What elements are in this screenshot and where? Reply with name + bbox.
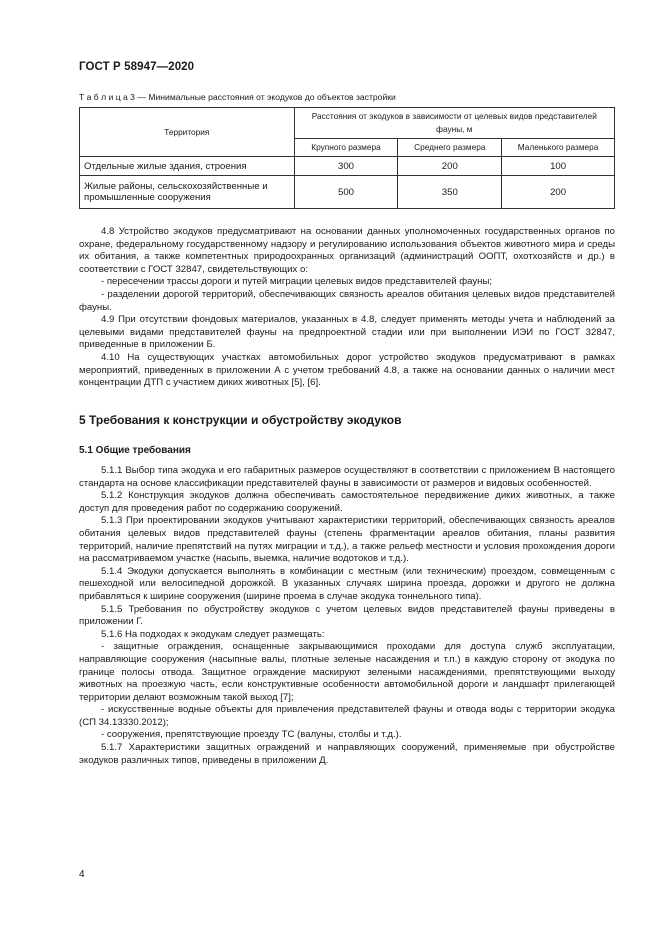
page-number: 4 [79,869,85,880]
section-4-text [79,226,615,390]
list-item: - разделении дорогой территорий, обеспечивающих связность ареалов обитания целевых видов представителей фауны. [79,288,615,313]
cell-value: 200 [398,157,502,176]
table-caption: Т а б л и ц а 3 — Минимальные расстояния от экодуков до объектов застройки [79,92,396,102]
table-header-territory: Территория [80,108,295,157]
distance-table [79,107,615,209]
paragraph: 5.1.4 Экодуки допускается выполнять в комбинации с местным (или техническим) проездом, совмещенным с пешеходной или велосипедной дорожкой. В указанных случаях ширина проезда, дорожки и другого не должна прибавляться к ширине сооружения (ширине проема в случае экодука тоннельного типа). [79,565,615,602]
cell-value: 500 [294,176,398,209]
list-item: - пересечении трассы дороги и путей миграции целевых видов представителей фауны; [101,276,493,288]
paragraph: 4.10 На существующих участках автомобильных дорог устройство экодуков предусматривают в рамках мероприятий, приведенных в приложении А с учетом требований 4.8, а также на основании данных о наличии мест концентрации ДТП с участием диких животных [5], [6]. [79,351,615,389]
cell-value: 100 [502,157,615,176]
paragraph: 4.8 Устройство экодуков предусматривают на основании данных уполномоченных государственных органов по охране, федеральному государственному надзору и регулированию использования объектов животного мира и среды их обитания, а также компетентных природоохранных организаций (администраций ООПТ, охотхозяйств и др.) в соответствии с ГОСТ 32847, свидетельствующих о: [79,226,615,275]
paragraph: 5.1.7 Характеристики защитных ограждений и направляющих сооружений, применяемые при обустройстве экодуков различных типов, приведены в приложении Д. [79,742,615,766]
subsection-title: 5.1 Общие требования [79,445,191,456]
section-title: 5 Требования к конструкции и обустройству экодуков [79,413,402,427]
list-item: - защитные ограждения, оснащенные закрывающимися проходами для доступа служб эксплуатации, направляющие сооружения (насыпные валы, плотные зеленые насаждения и т.п.) в каждую сторону от экодука по границе полосы отвода. Защитное ограждение маскируют зелеными насаждениями, препятствующими выходу животных на проезжую часть, если конструктивные особенности автомобильной дороги и ландшафт прилегающей территории делают возможным такой выход [7]; [79,641,615,703]
table-subheader-large: Крупного размера [294,139,398,157]
paragraph: 5.1.1 Выбор типа экодука и его габаритных размеров осуществляют в соответствии с приложением В настоящего стандарта на основе классификации представителей фауны в зависимости от размеров и видовых особенностей. [79,465,615,489]
paragraph: 5.1.3 При проектировании экодуков учитывают характеристики территорий, обеспечивающих связность ареалов обитания целевых видов представителей фауны (степень фрагментации ареалов обитания, планы развития территорий, наличие препятствий на путях миграции и т.д.), а также рельеф местности и условия прохождения дороги на рассматриваемом участке (насыпь, выемка, наличие водотоков и т.д.). [79,515,615,565]
table-header-distances: Расстояния от экодуков в зависимости от целевых видов представителей фауны, м [294,108,614,139]
table-subheader-medium: Среднего размера [398,139,502,157]
list-item: - искусственные водные объекты для привлечения представителей фауны и отвода воды с территории экодука (СП 34.13330.2012); [79,704,615,728]
cell-value: 300 [294,157,398,176]
paragraph: 5.1.6 На подходах к экодукам следует размещать: [101,628,325,640]
cell-value: 200 [502,176,615,209]
paragraph: 4.9 При отсутствии фондовых материалов, указанных в 4.8, следует применять методы учета и наблюдений за целевыми видами представителей фауны на предпроектной стадии или при выполнении ИЭИ по ГОСТ 32847, приведенные в приложении Б. [79,314,615,351]
cell-value: 350 [398,176,502,209]
section-5-text [79,465,615,767]
paragraph: 5.1.5 Требования по обустройству экодуков с учетом целевых видов представителей фауны приведены в приложении Г. [79,603,615,628]
standard-header: ГОСТ Р 58947—2020 [79,61,195,73]
table-subheader-small: Маленького размера [502,139,615,157]
table-row [80,157,615,176]
row-label: Жилые районы, сельскохозяйственные и промышленные сооружения [80,176,295,209]
list-item: - сооружения, препятствующие проезду ТС (валуны, столбы и т.д.). [101,729,402,741]
paragraph: 5.1.2 Конструкция экодуков должна обеспечивать самостоятельное передвижение диких животных, а также доступ для проведения работ по содержанию сооружений. [79,490,615,514]
table-row [80,176,615,209]
row-label: Отдельные жилые здания, строения [80,157,295,176]
